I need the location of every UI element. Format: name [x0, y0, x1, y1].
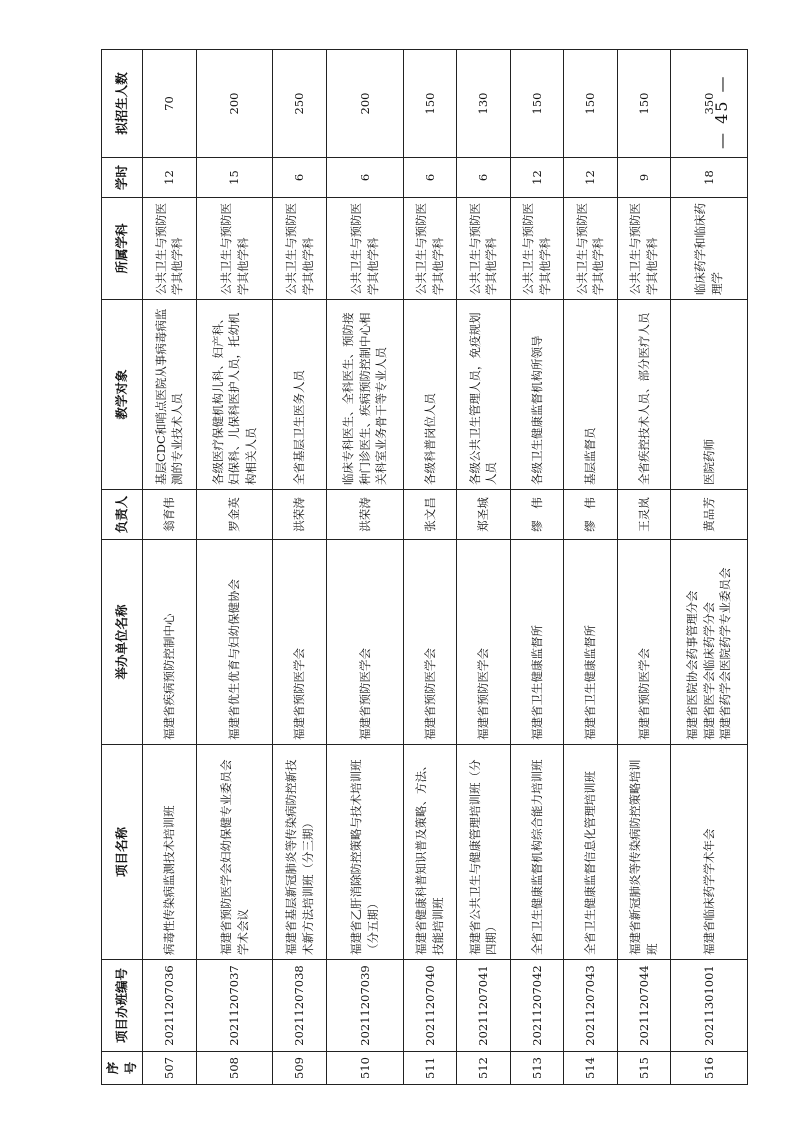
table-row [326, 50, 403, 1085]
table-row [196, 50, 273, 1085]
row-no: 509 [273, 1052, 326, 1085]
header-no: 序号 [102, 1052, 143, 1085]
row-name: 福建省公共卫生与健康管理培训班（分四期） [457, 745, 510, 960]
row-leader: 郑圣城 [457, 490, 510, 540]
table-row [510, 50, 563, 1085]
row-name: 全省卫生健康监督信息化管理培训班 [564, 745, 617, 960]
row-no: 511 [403, 1052, 456, 1085]
row-leader: 缪 伟 [510, 490, 563, 540]
row-hours: 12 [143, 158, 196, 198]
row-no: 515 [617, 1052, 670, 1085]
row-subject: 公共卫生与预防医学其他学科 [510, 198, 563, 300]
header-hours: 学时 [102, 158, 143, 198]
row-leader: 黄品芳 [671, 490, 748, 540]
row-leader: 洪荣涛 [326, 490, 403, 540]
header-name: 项目名称 [102, 745, 143, 960]
row-count: 350 [671, 50, 748, 158]
row-name: 福建省新冠肺炎等传染病防控策略培训班 [617, 745, 670, 960]
row-org: 福建省医院协会药事管理分会 福建省医学会临床药学分会 福建省药学会医院药学专业委员会 [671, 540, 748, 745]
row-org: 福建省卫生健康监督所 [564, 540, 617, 745]
row-subject: 公共卫生与预防医学其他学科 [403, 198, 456, 300]
row-code: 20211207036 [143, 960, 196, 1052]
row-hours: 9 [617, 158, 670, 198]
row-name: 病毒性传染病监测技术培训班 [143, 745, 196, 960]
row-code: 20211207037 [196, 960, 273, 1052]
row-name: 福建省临床药学学术年会 [671, 745, 748, 960]
row-hours: 12 [564, 158, 617, 198]
row-org: 福建省预防医学会 [403, 540, 456, 745]
row-org: 福建省优生优育与妇幼保健协会 [196, 540, 273, 745]
row-target: 基层CDC和哨点医院从事病毒病监测的专业技术人员 [143, 300, 196, 490]
row-subject: 公共卫生与预防医学其他学科 [143, 198, 196, 300]
rotated-page [101, 50, 748, 1085]
row-hours: 12 [510, 158, 563, 198]
row-leader: 王灵岚 [617, 490, 670, 540]
row-subject: 公共卫生与预防医学其他学科 [196, 198, 273, 300]
row-name: 福建省预防医学会妇幼保健专业委员会学术会议 [196, 745, 273, 960]
row-org: 福建省疾病预防控制中心 [143, 540, 196, 745]
row-no: 514 [564, 1052, 617, 1085]
row-org: 福建省预防医学会 [273, 540, 326, 745]
row-code: 20211301001 [671, 960, 748, 1052]
row-count: 200 [196, 50, 273, 158]
header-code: 项目办班编号 [102, 960, 143, 1052]
row-hours: 6 [403, 158, 456, 198]
course-table [101, 49, 748, 1085]
row-target: 医院药师 [671, 300, 748, 490]
table-row [671, 50, 748, 1085]
table-header-row [102, 50, 143, 1085]
row-subject: 公共卫生与预防医学其他学科 [564, 198, 617, 300]
row-count: 70 [143, 50, 196, 158]
row-count: 130 [457, 50, 510, 158]
row-target: 临床专科医生、全科医生、预防接种门诊医生、疾病预防控制中心相关科室业务骨干等专业人员 [326, 300, 403, 490]
row-subject: 公共卫生与预防医学其他学科 [617, 198, 670, 300]
row-subject: 公共卫生与预防医学其他学科 [326, 198, 403, 300]
row-target: 各级科普岗位人员 [403, 300, 456, 490]
row-no: 513 [510, 1052, 563, 1085]
row-count: 150 [510, 50, 563, 158]
row-no: 507 [143, 1052, 196, 1085]
row-code: 20211207044 [617, 960, 670, 1052]
row-count: 150 [617, 50, 670, 158]
row-leader: 翁育伟 [143, 490, 196, 540]
row-target: 基层监督员 [564, 300, 617, 490]
row-no: 508 [196, 1052, 273, 1085]
header-leader: 负责人 [102, 490, 143, 540]
row-no: 512 [457, 1052, 510, 1085]
row-count: 150 [403, 50, 456, 158]
row-org: 福建省预防医学会 [617, 540, 670, 745]
row-no: 516 [671, 1052, 748, 1085]
row-target: 各级公共卫生管理人员，免疫规划人员 [457, 300, 510, 490]
row-hours: 6 [273, 158, 326, 198]
row-org: 福建省卫生健康监督所 [510, 540, 563, 745]
row-subject: 公共卫生与预防医学其他学科 [457, 198, 510, 300]
row-code: 20211207041 [457, 960, 510, 1052]
row-leader: 张文昌 [403, 490, 456, 540]
page-number: — 45 — [712, 74, 731, 150]
table-row [143, 50, 196, 1085]
table-row [457, 50, 510, 1085]
row-count: 200 [326, 50, 403, 158]
header-target: 教学对象 [102, 300, 143, 490]
header-count: 拟招生人数 [102, 50, 143, 158]
table-row [564, 50, 617, 1085]
row-code: 20211207038 [273, 960, 326, 1052]
row-code: 20211207039 [326, 960, 403, 1052]
row-code: 20211207040 [403, 960, 456, 1052]
row-leader: 洪荣涛 [273, 490, 326, 540]
row-count: 250 [273, 50, 326, 158]
row-target: 全省疾控技术人员、部分医疗人员 [617, 300, 670, 490]
row-target: 各级医疗保健机构儿科、妇产科、妇保科、儿保科医护人员，托幼机构相关人员 [196, 300, 273, 490]
row-count: 150 [564, 50, 617, 158]
row-target: 各级卫生健康监督机构所领导 [510, 300, 563, 490]
row-org: 福建省预防医学会 [326, 540, 403, 745]
row-no: 510 [326, 1052, 403, 1085]
row-name: 福建省基层新冠肺炎等传染病防控新技术新方法培训班（分三期） [273, 745, 326, 960]
row-name: 福建省健康科普知识普及策略、方法、技能培训班 [403, 745, 456, 960]
row-leader: 罗金英 [196, 490, 273, 540]
row-leader: 缪 伟 [564, 490, 617, 540]
header-subject: 所属学科 [102, 198, 143, 300]
row-code: 20211207042 [510, 960, 563, 1052]
row-name: 全省卫生健康监督机构综合能力培训班 [510, 745, 563, 960]
row-code: 20211207043 [564, 960, 617, 1052]
table-row [617, 50, 670, 1085]
row-subject: 临床药学和临床药理学 [671, 198, 748, 300]
row-target: 全省基层卫生医务人员 [273, 300, 326, 490]
table-row [273, 50, 326, 1085]
row-hours: 18 [671, 158, 748, 198]
table-row [403, 50, 456, 1085]
header-org: 举办单位名称 [102, 540, 143, 745]
row-subject: 公共卫生与预防医学其他学科 [273, 198, 326, 300]
row-hours: 6 [457, 158, 510, 198]
row-org: 福建省预防医学会 [457, 540, 510, 745]
row-hours: 15 [196, 158, 273, 198]
row-hours: 6 [326, 158, 403, 198]
row-name: 福建省乙肝消除防控策略与技术培训班（分五期） [326, 745, 403, 960]
